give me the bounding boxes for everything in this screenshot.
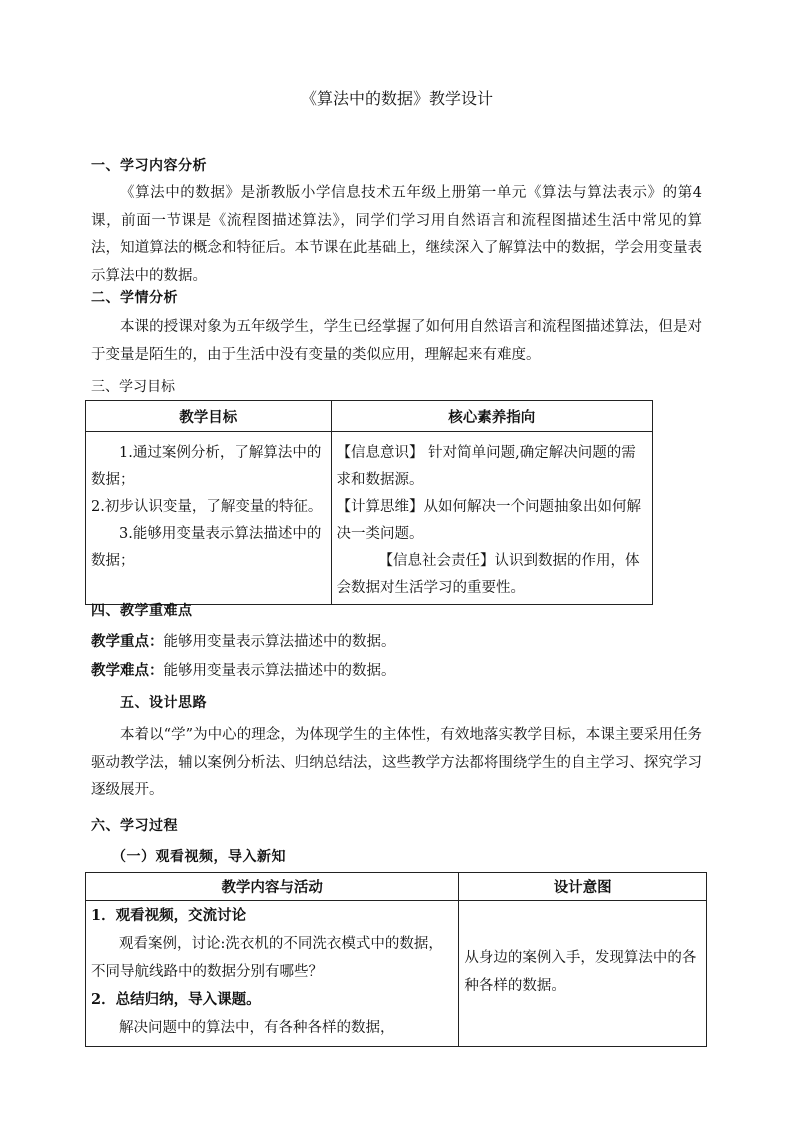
design-intent-cell: 从身边的案例入手，发现算法中的各种各样的数据。	[459, 901, 707, 1047]
table-row	[86, 901, 707, 1047]
goal-item: 1.通过案例分析，了解算法中的数据；	[91, 445, 322, 488]
column-header-content-activities: 教学内容与活动	[86, 873, 459, 901]
table-row	[86, 432, 653, 605]
section-heading-learning-goals: 三、学习目标	[91, 379, 175, 395]
step-1-title: 1．观看视频，交流讨论	[91, 907, 247, 924]
learning-process-table	[85, 872, 707, 1047]
literacy-item: 【信息意识】 针对简单问题,确定解决问题的需求和数据源。	[336, 445, 636, 488]
section-heading-content-analysis: 一、学习内容分析	[91, 158, 207, 174]
subheading-watch-video: （一）观看视频，导入新知	[112, 849, 286, 865]
content-analysis-paragraph: 《算法中的数据》是浙教版小学信息技术五年级上册第一单元《算法与算法表示》的第4课，前面一节课是《流程图描述算法》，同学们学习用自然语言和流程图描述生活中常见的算法，知道算法的概念和特征后。本节课在此基础上，继续深入了解算法中的数据，学会用变量表示算法中的数据。	[91, 185, 702, 284]
column-header-teaching-goals: 教学目标	[86, 401, 332, 432]
key-point-label: 教学重点：	[91, 633, 164, 650]
document-title: 《算法中的数据》教学设计	[300, 89, 493, 108]
section-heading-learner-analysis: 二、学情分析	[91, 290, 178, 306]
column-header-design-intent: 设计意图	[459, 873, 707, 901]
difficulty-text: 能够用变量表示算法描述中的数据。	[163, 663, 396, 679]
learning-goals-table	[85, 400, 653, 605]
goal-item: 2.初步认识变量，了解变量的特征。	[91, 499, 323, 515]
key-point-line	[91, 631, 396, 653]
section-heading-design-ideas: 五、设计思路	[120, 695, 207, 711]
literacy-item: 【信息社会责任】认识到数据的作用，体会数据对生活学习的重要性。	[336, 553, 640, 596]
core-literacy-cell	[331, 432, 652, 605]
design-ideas-paragraph: 本着以“学”为中心的理念，为体现学生的主体性，有效地落实教学目标，本课主要采用任务驱动教学法，辅以案例分析法、归纳总结法，这些教学方法都将围绕学生的自主学习、探究学习逐级展开。	[91, 727, 702, 798]
table-header-row	[86, 873, 707, 901]
section-heading-key-points: 四、教学重难点	[91, 603, 193, 619]
step-1-text: 观看案例，讨论:洗衣机的不同洗衣模式中的数据，不同导航线路中的数据分别有哪些？	[91, 936, 443, 980]
difficulty-line	[91, 660, 396, 682]
learner-analysis-paragraph: 本课的授课对象为五年级学生，学生已经掌握了如何用自然语言和流程图描述算法，但是对于变量是陌生的，由于生活中没有变量的类似应用，理解起来有难度。	[91, 319, 702, 363]
step-2-text: 解决问题中的算法中，有各种各样的数据，	[119, 1020, 395, 1036]
column-header-core-literacy: 核心素养指向	[331, 401, 652, 432]
section-heading-learning-process: 六、学习过程	[91, 818, 178, 834]
goal-item: 3.能够用变量表示算法描述中的数据；	[91, 526, 322, 569]
table-header-row	[86, 401, 653, 432]
step-2-title: 2．总结归纳，导入课题。	[91, 991, 261, 1008]
key-point-text: 能够用变量表示算法描述中的数据。	[163, 634, 396, 650]
teaching-goals-cell	[86, 432, 332, 605]
difficulty-label: 教学难点：	[91, 662, 164, 679]
literacy-item: 【计算思维】从如何解决一个问题抽象出如何解决一类问题。	[336, 499, 642, 542]
content-activities-cell	[86, 901, 459, 1047]
